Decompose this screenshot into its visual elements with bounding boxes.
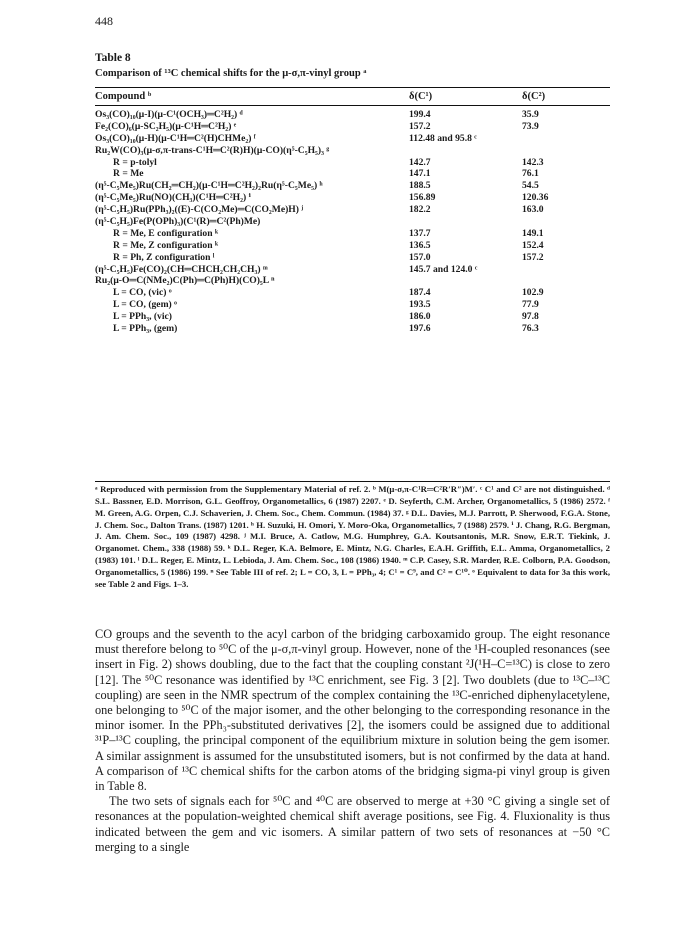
cell-c2: 77.9 <box>522 299 539 311</box>
table-row <box>95 121 610 133</box>
cell-c2: 149.1 <box>522 227 544 239</box>
cell-c1: 199.4 <box>409 109 431 120</box>
cell-c2: 102.9 <box>522 287 544 299</box>
table-row <box>95 311 610 323</box>
cell-c1: 187.4 <box>409 287 431 299</box>
cell-c1: 112.48 and 95.8 ᶜ <box>409 132 477 144</box>
cell-compound: (η⁵-C₅H₅)Ru(PPh₃)₂((E)-C(CO₂Me)═C(CO₂Me)H) ʲ <box>95 204 304 216</box>
cell-compound: Ru₂W(CO)₃(μ-σ,π-trans-C¹H═C²(R)H)(μ-CO)(η⁵-C₅H₅)₃ ᵍ <box>95 144 330 156</box>
table-footnotes: ᵃ Reproduced with permission from the Supplementary Material of ref. 2. ᵇ M(μ-σ,π-C¹R═C²R′R″)M′. ᶜ C¹ and C² are not distinguished. ᵈ S.L. Bassner, E.D. Morrison, G.L. Geoffroy, Organometallics, 6 (1987) 2207. ᵉ D. Seyferth, C.M. Archer, Organometallics, 5 (1986) 2572. ᶠ M. Green, A.G. Orpen, C.J. Schaverien, J. Chem. Soc., Chem. Commun. (1984) 37. ᵍ D.L. Davies, M.J. Parrott, P. Sherwood, F.G.A. Stone, J. Chem. Soc., Dalton Trans. (1987) 1201. ʰ H. Suzuki, H. Omori, Y. Moro-Oka, Organometallics, 7 (1988) 2579. ⁱ J. Chang, R.G. Bergman, J. Am. Chem. Soc., 109 (1987) 4298. ʲ M.I. Bruce, A. Catlow, M.G. Humphrey, G.A. Koutsantonis, M.R. Snow, E.R.T. Tiekink, J. Organomet. Chem., 338 (1988) 59. ᵏ D.L. Reger, K.A. Belmore, E. Mintz, N.G. Charles, E.A.H. Griffith, E.L. Amma, Organometallics, 2 (1983) 101. ˡ D.L. Reger, E. Mintz, L. Lebioda, J. Am. Chem. Soc., 108 (1986) 1940. ᵐ C.P. Casey, S.R. Marder, R.E. Colborn, P.A. Goodson, Organometallics, 5 (1986) 199. ⁿ See Table III of ref. 2; L = CO, 3, L = PPh₃, 4; C¹ = C⁹, and C² = C¹⁰. ᵒ Equivalent to data for 3a this work, see Table 2 and Figs. 1–3. <box>95 484 610 589</box>
cell-compound: Ru₂(μ-O═C(NMe₂)C(Ph)═C(Ph)H)(CO)₅L ⁿ <box>95 275 275 287</box>
cell-c2: 157.2 <box>522 251 544 263</box>
cell-c1: 145.7 and 124.0 ᶜ <box>409 263 478 275</box>
cell-c2: 120.36 <box>522 192 549 204</box>
cell-compound: L = PPh₃, (vic) <box>113 311 172 323</box>
cell-c2: 142.3 <box>522 156 544 168</box>
cell-c1: 156.89 <box>409 192 436 204</box>
cell-c1: 186.0 <box>409 311 431 323</box>
cell-c1: 197.6 <box>409 323 431 335</box>
cell-c1: 142.7 <box>409 156 431 168</box>
table-row <box>95 323 610 335</box>
table-body <box>95 109 610 335</box>
cell-c1: 147.1 <box>409 168 431 180</box>
cell-compound: (η⁵-C₅H₅)Fe(CO)₂(CH═CHCH₂CH₂CH₃) ᵐ <box>95 263 268 275</box>
cell-c1: 137.7 <box>409 227 431 239</box>
table-row <box>95 240 610 252</box>
cell-compound: R = Me, Z configuration ᵏ <box>113 239 219 251</box>
cell-c2: 163.0 <box>522 204 544 216</box>
table-row <box>95 264 610 276</box>
table-row <box>95 216 610 228</box>
table-row <box>95 168 610 180</box>
table-row <box>95 145 610 157</box>
cell-c2: 35.9 <box>522 109 539 120</box>
cell-compound: L = CO, (vic) ᵒ <box>113 287 172 299</box>
cell-compound: Os₃(CO)₁₀(μ-I)(μ-C¹(OCH₃)═C²H₂) ᵈ <box>95 109 243 120</box>
table-row <box>95 275 610 287</box>
table-row <box>95 133 610 145</box>
table-title: Table 8 <box>95 52 131 64</box>
header-c1: δ(C¹) <box>409 91 433 102</box>
cell-compound: L = PPh₃, (gem) <box>113 323 178 335</box>
cell-compound: (η⁵-C₅H₅)Fe(P(OPh)₃)(C¹(R)═C²(Ph)Me) <box>95 216 261 228</box>
cell-compound: R = Ph, Z configuration ˡ <box>113 251 215 263</box>
cell-c2: 76.3 <box>522 323 539 335</box>
page-number: 448 <box>95 14 113 28</box>
header-c2: δ(C²) <box>522 91 546 102</box>
table-row <box>95 157 610 169</box>
cell-c2: 54.5 <box>522 180 539 192</box>
cell-c1: 182.2 <box>409 204 431 216</box>
cell-compound: L = CO, (gem) ᵒ <box>113 299 177 311</box>
body-text <box>95 627 610 855</box>
cell-compound: R = Me, E configuration ᵏ <box>113 227 219 239</box>
cell-compound: (η⁵-C₅Me₅)Ru(NO)(CH₃)(C¹H═C²H₂) ⁱ <box>95 192 251 204</box>
cell-compound: Os₃(CO)₁₀(μ-H)(μ-C¹H═C²(H)CHMe₂) ᶠ <box>95 132 256 144</box>
table-top-rule <box>95 87 610 88</box>
table-caption: Comparison of ¹³C chemical shifts for the μ-σ,π-vinyl group ᵃ <box>95 68 367 79</box>
cell-compound: R = Me <box>113 168 144 180</box>
cell-c2: 73.9 <box>522 120 539 132</box>
table-row <box>95 109 610 121</box>
table-row <box>95 192 610 204</box>
cell-c1: 193.5 <box>409 299 431 311</box>
cell-compound: Fe₂(CO)₆(μ-SC₂H₅)(μ-C¹H═C²H₂) ᵉ <box>95 120 237 132</box>
table-header-rule <box>95 105 610 106</box>
table-row <box>95 228 610 240</box>
cell-compound: R = p-tolyl <box>113 156 157 168</box>
header-compound: Compound ᵇ <box>95 91 152 102</box>
cell-compound: (η⁵-C₅Me₅)Ru(CH₂═CH₂)(μ-C¹H═C²H₂)₂Ru(η⁵-C₅Me₅) ʰ <box>95 180 323 192</box>
cell-c2: 152.4 <box>522 239 544 251</box>
table-row <box>95 299 610 311</box>
table-row <box>95 252 610 264</box>
cell-c2: 97.8 <box>522 311 539 323</box>
cell-c1: 157.0 <box>409 251 431 263</box>
table-row <box>95 287 610 299</box>
cell-c1: 136.5 <box>409 239 431 251</box>
cell-c1: 188.5 <box>409 180 431 192</box>
cell-c2: 76.1 <box>522 168 539 180</box>
table-row <box>95 204 610 216</box>
table-row <box>95 180 610 192</box>
cell-c1: 157.2 <box>409 120 431 132</box>
body-paragraph: CO groups and the seventh to the acyl carbon of the bridging carboxamido group. The eight resonance must therefore belong to ⁵⁰C of the μ-σ,π-vinyl group. However, none of the ¹H-coupled resonances (see insert in Fig. 2) shows doubling, due to the fact that the coupling constant ²J(¹H–C=¹³C) is close to zero [12]. The ⁵⁰C resonance was identified by ¹³C enrichment, see Fig. 3 [2]. Two doublets (due to ¹³C–¹³C coupling) are seen in the NMR spectrum of the complex containing the ¹³C-enriched diphenylacetylene, one belonging to ⁵⁰C of the major isomer, and the other belonging to the corresponding resonance in the minor isomer. In the PPh₃-substituted derivatives [2], the isomers could be assigned due to additional ³¹P–¹³C coupling, the principal component of the equilibrium mixture in solution being the gem isomer. A similar assignment is assumed for the unsubstituted isomers, but is not confirmed by the data at hand. A comparison of ¹³C chemical shifts for the carbon atoms of the bridging sigma-pi vinyl group is given in Table 8. <box>95 627 610 794</box>
body-paragraph: The two sets of signals each for ⁵⁰C and ⁴⁰C are observed to merge at +30 °C giving a single set of resonances at the population-weighted chemical shift average positions, see Fig. 4. Fluxionality is thus indicated between the gem and vic isomers. A similar pattern of two sets of resonances at −50 °C merging to a single <box>95 794 610 854</box>
table-bottom-rule <box>95 481 610 482</box>
